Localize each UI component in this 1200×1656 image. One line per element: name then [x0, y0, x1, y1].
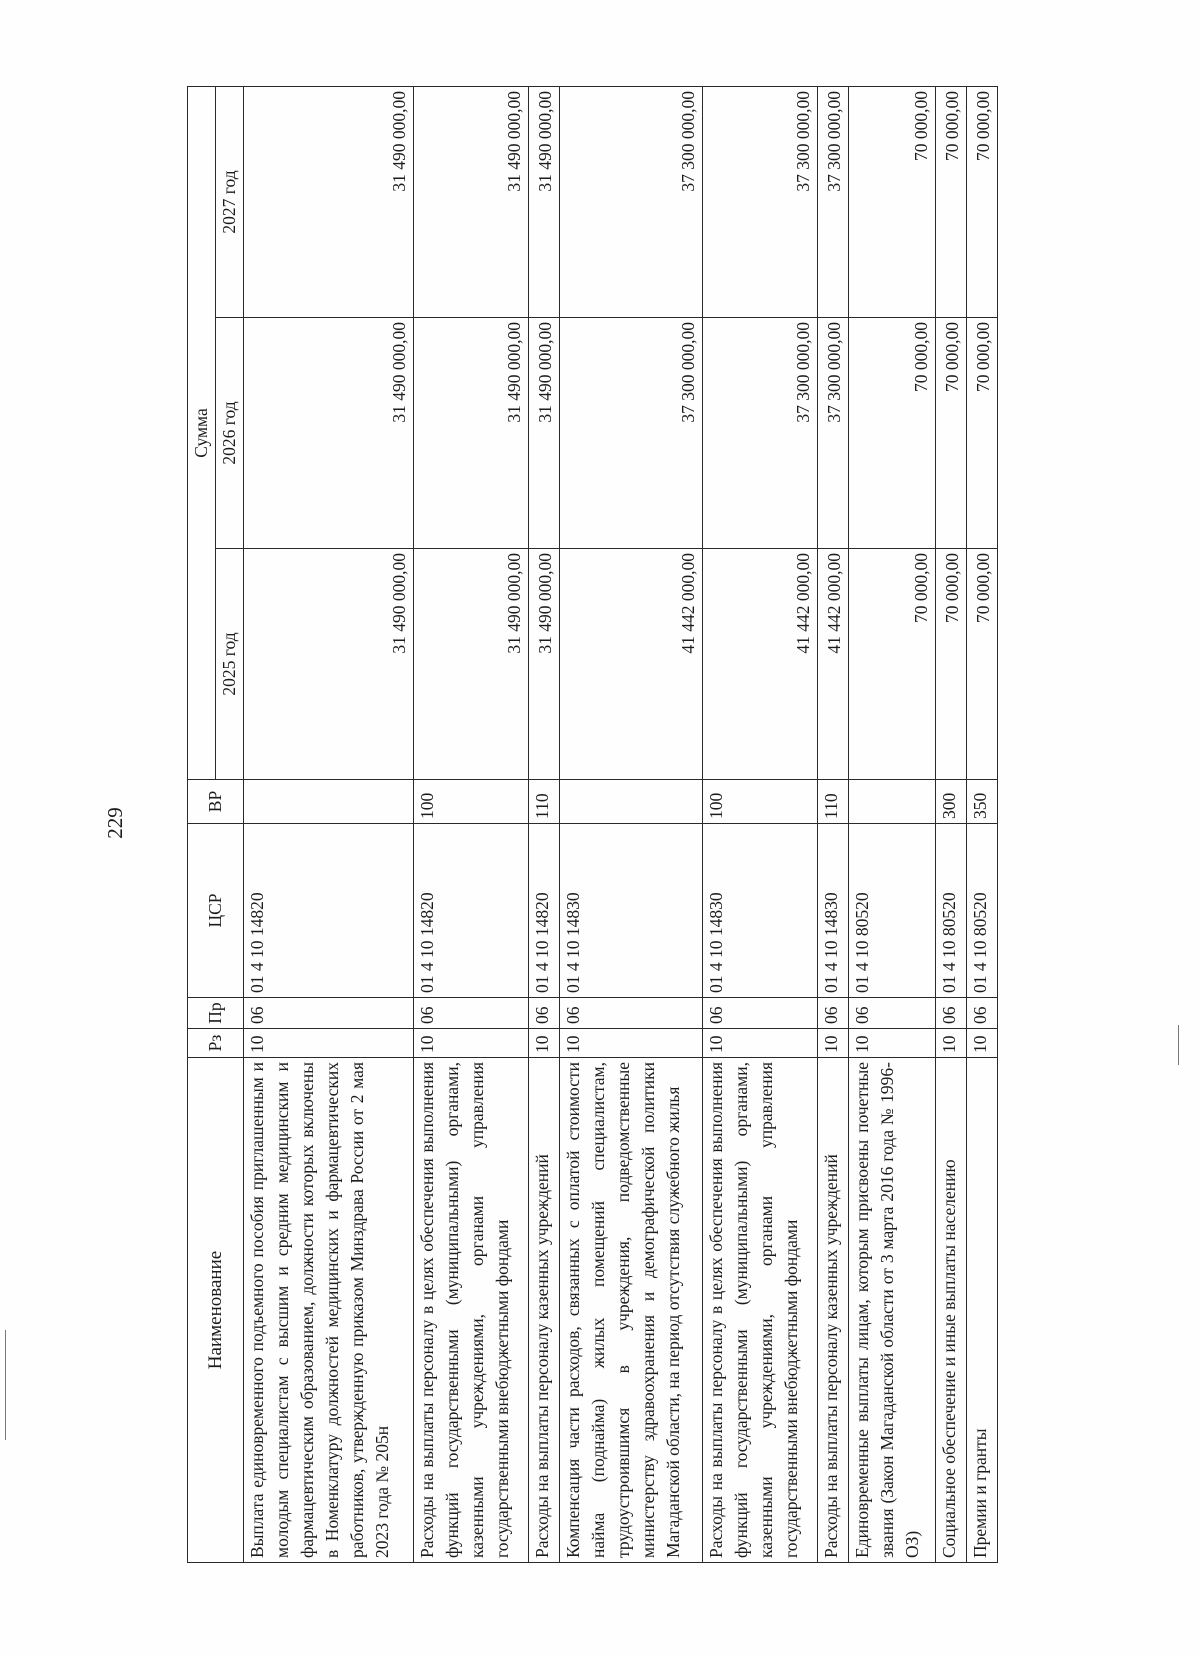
cell-name: Расходы на выплаты персоналу казенных учреждений — [817, 1058, 848, 1563]
cell-2027: 37 300 000,00 — [560, 86, 703, 317]
cell-pr: 06 — [529, 998, 560, 1029]
cell-csr: 01 4 10 80520 — [848, 824, 935, 998]
header-year-2025: 2025 год — [216, 549, 244, 780]
rotated-table-container — [187, 87, 998, 1563]
cell-csr: 01 4 10 80520 — [935, 824, 966, 998]
cell-name: Компенсация части расходов, связанных с оплатой стоимости найма (поднайма) жилых помещений специалистам, трудоустроившимся в учреждения, подведомственные министерству здравоохранения и демографической политики Магаданской области, на период отсутствия служебного жилья — [560, 1058, 703, 1563]
cell-2027: 70 000,00 — [966, 86, 997, 317]
cell-name: Выплата единовременного подъемного пособия приглашенным и молодым специалистам с высшим и средним медицинским и фармацевтическим образованием, должности которых включены в Номенклатуру должностей медицинских и фармацевтических работников, утвержденную приказом Минздрава России от 2 мая 2023 года № 205н — [244, 1058, 414, 1563]
cell-2027: 70 000,00 — [848, 86, 935, 317]
cell-vr: 350 — [966, 780, 997, 824]
cell-csr: 01 4 10 14830 — [817, 824, 848, 998]
budget-table — [187, 86, 998, 1563]
cell-name: Расходы на выплаты персоналу в целях обеспечения выполнения функций государственными (муниципальными) органами, казенными учреждениями, органами управления государственными внебюджетными фондами — [414, 1058, 529, 1563]
cell-2026: 31 490 000,00 — [244, 318, 414, 549]
cell-pr: 06 — [702, 998, 817, 1029]
cell-csr: 01 4 10 14820 — [529, 824, 560, 998]
cell-pr: 06 — [414, 998, 529, 1029]
header-csr: ЦСР — [188, 824, 244, 998]
cell-pr: 06 — [966, 998, 997, 1029]
cell-2025: 41 442 000,00 — [817, 549, 848, 780]
cell-rz: 10 — [244, 1029, 414, 1058]
table-row — [817, 86, 848, 1562]
cell-vr — [244, 780, 414, 824]
cell-2026: 37 300 000,00 — [560, 318, 703, 549]
cell-rz: 10 — [702, 1029, 817, 1058]
cell-2026: 70 000,00 — [848, 318, 935, 549]
table-row — [414, 86, 529, 1562]
cell-2025: 41 442 000,00 — [702, 549, 817, 780]
header-name: Наименование — [188, 1058, 244, 1563]
table-row — [702, 86, 817, 1562]
cell-pr: 06 — [560, 998, 703, 1029]
cell-2025: 31 490 000,00 — [414, 549, 529, 780]
cell-vr — [560, 780, 703, 824]
cell-2027: 70 000,00 — [935, 86, 966, 317]
header-year-2027: 2027 год — [216, 86, 244, 317]
cell-vr: 100 — [414, 780, 529, 824]
cell-name: Премии и гранты — [966, 1058, 997, 1563]
cell-2025: 70 000,00 — [848, 549, 935, 780]
table-row — [966, 86, 997, 1562]
header-pr: Пр — [188, 998, 244, 1029]
cell-vr — [848, 780, 935, 824]
cell-pr: 06 — [817, 998, 848, 1029]
header-row-1 — [188, 86, 216, 1562]
cell-name: Единовременные выплаты лицам, которым присвоены почетные звания (Закон Магаданской области от 3 марта 2016 года № 1996-ОЗ) — [848, 1058, 935, 1563]
header-vr: ВР — [188, 780, 244, 824]
cell-csr: 01 4 10 14830 — [560, 824, 703, 998]
cell-rz: 10 — [817, 1029, 848, 1058]
cell-2026: 31 490 000,00 — [529, 318, 560, 549]
cell-2027: 37 300 000,00 — [817, 86, 848, 317]
table-row — [935, 86, 966, 1562]
cell-2026: 70 000,00 — [935, 318, 966, 549]
cell-2025: 41 442 000,00 — [560, 549, 703, 780]
cell-2026: 37 300 000,00 — [702, 318, 817, 549]
cell-pr: 06 — [244, 998, 414, 1029]
page-number: 229 — [103, 807, 127, 839]
cell-rz: 10 — [966, 1029, 997, 1058]
header-sum: Сумма — [188, 86, 216, 779]
cell-2027: 31 490 000,00 — [244, 86, 414, 317]
cell-rz: 10 — [414, 1029, 529, 1058]
table-row — [529, 86, 560, 1562]
cell-csr: 01 4 10 14820 — [244, 824, 414, 998]
cell-2026: 37 300 000,00 — [817, 318, 848, 549]
cell-rz: 10 — [529, 1029, 560, 1058]
table-row — [560, 86, 703, 1562]
cell-vr: 300 — [935, 780, 966, 824]
cell-pr: 06 — [935, 998, 966, 1029]
cell-2027: 31 490 000,00 — [414, 86, 529, 317]
cell-2026: 70 000,00 — [966, 318, 997, 549]
cell-vr: 110 — [817, 780, 848, 824]
cell-csr: 01 4 10 80520 — [966, 824, 997, 998]
cell-2027: 31 490 000,00 — [529, 86, 560, 317]
cell-rz: 10 — [560, 1029, 703, 1058]
header-year-2026: 2026 год — [216, 318, 244, 549]
table-row — [848, 86, 935, 1562]
cell-2025: 31 490 000,00 — [529, 549, 560, 780]
cell-2025: 70 000,00 — [966, 549, 997, 780]
table-row — [244, 86, 414, 1562]
cell-rz: 10 — [935, 1029, 966, 1058]
cell-2025: 70 000,00 — [935, 549, 966, 780]
cell-rz: 10 — [848, 1029, 935, 1058]
scan-edge-mark — [5, 1330, 6, 1440]
cell-vr: 100 — [702, 780, 817, 824]
cell-name: Расходы на выплаты персоналу в целях обеспечения выполнения функций государственными (муниципальными) органами, казенными учреждениями, органами управления государственными внебюджетными фондами — [702, 1058, 817, 1563]
cell-2027: 37 300 000,00 — [702, 86, 817, 317]
cell-name: Расходы на выплаты персоналу казенных учреждений — [529, 1058, 560, 1563]
cell-2026: 31 490 000,00 — [414, 318, 529, 549]
scan-edge-mark — [1178, 1025, 1179, 1065]
cell-csr: 01 4 10 14820 — [414, 824, 529, 998]
header-rz: Рз — [188, 1029, 244, 1058]
cell-pr: 06 — [848, 998, 935, 1029]
cell-name: Социальное обеспечение и иные выплаты населению — [935, 1058, 966, 1563]
cell-csr: 01 4 10 14830 — [702, 824, 817, 998]
cell-vr: 110 — [529, 780, 560, 824]
cell-2025: 31 490 000,00 — [244, 549, 414, 780]
